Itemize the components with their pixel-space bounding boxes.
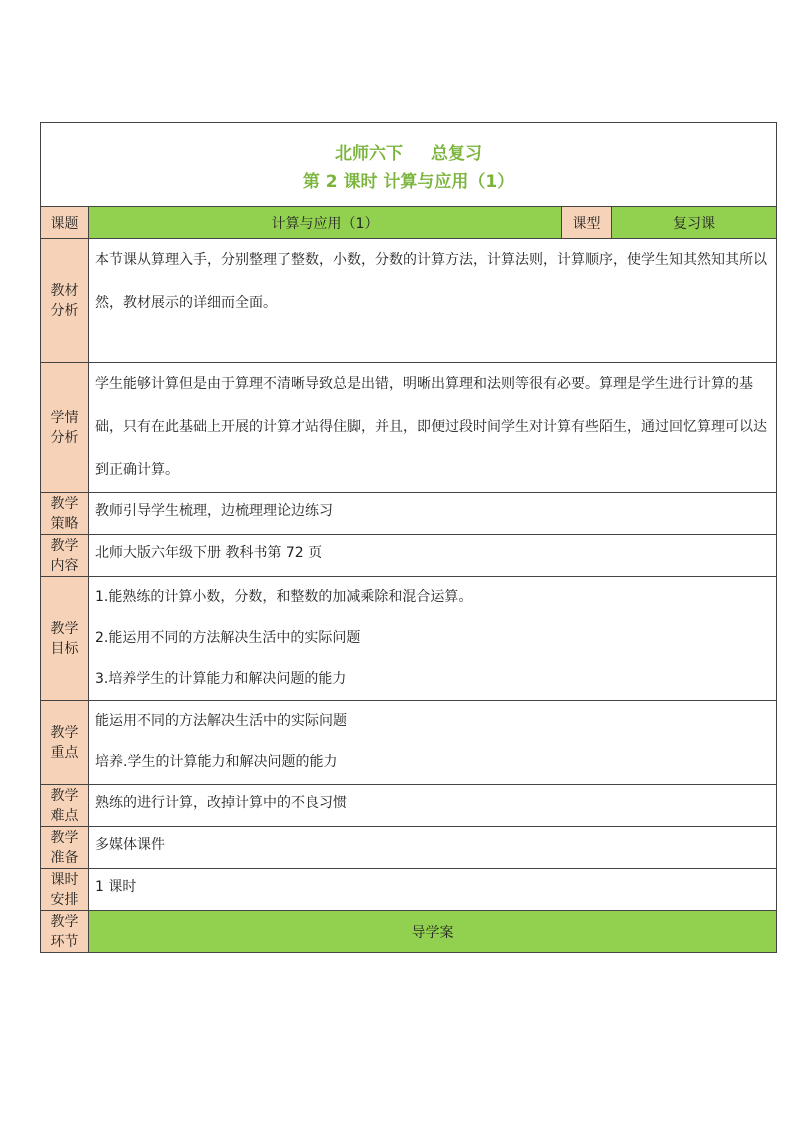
objectives-row — [41, 577, 777, 701]
row-label-schedule: 课时 安排 — [41, 869, 89, 911]
row-label-key-points: 教学 重点 — [41, 701, 89, 785]
student-text: 学生能够计算但是由于算理不清晰导致总是出错，明晰出算理和法则等很有必要。算理是学生进行计算的基础，只有在此基础上开展的计算才站得住脚，并且，即便过段时间学生对计算有些陌生，通过回忆算理可以达到正确计算。 — [89, 363, 777, 493]
key-point-item: 能运用不同的方法解决生活中的实际问题 — [95, 713, 347, 729]
material-text: 本节课从算理入手，分别整理了整数，小数，分数的计算方法，计算法则，计算顺序，使学生知其然知其所以然，教材展示的详细而全面。 — [89, 239, 777, 363]
row-label-student: 学情 分析 — [41, 363, 89, 493]
key-point-item: 培养.学生的计算能力和解决问题的能力 — [95, 754, 338, 770]
type-label: 课型 — [562, 207, 612, 239]
key-points-list — [89, 701, 777, 785]
objective-item: 3.培养学生的计算能力和解决问题的能力 — [95, 671, 347, 687]
process-text: 导学案 — [89, 911, 777, 953]
title-line-1 — [41, 140, 776, 168]
objective-item: 2.能运用不同的方法解决生活中的实际问题 — [95, 630, 361, 646]
student-row — [41, 363, 777, 493]
title-cell — [41, 123, 777, 207]
type-value: 复习课 — [612, 207, 777, 239]
objective-item: 1.能熟练的计算小数，分数，和整数的加减乘除和混合运算。 — [95, 589, 473, 605]
preparation-text: 多媒体课件 — [89, 827, 777, 869]
content-text: 北师大版六年级下册 教科书第 72 页 — [89, 535, 777, 577]
title-row — [41, 123, 777, 207]
topic-value: 计算与应用（1） — [89, 207, 562, 239]
row-label-content: 教学 内容 — [41, 535, 89, 577]
strategy-row — [41, 493, 777, 535]
difficulty-text: 熟练的进行计算，改掉计算中的不良习惯 — [89, 785, 777, 827]
difficulty-row — [41, 785, 777, 827]
row-label-process: 教学 环节 — [41, 911, 89, 953]
schedule-row — [41, 869, 777, 911]
row-label-difficulty: 教学 难点 — [41, 785, 89, 827]
key-points-row — [41, 701, 777, 785]
topic-label: 课题 — [41, 207, 89, 239]
title-lesson: 第 2 课时 计算与应用（1） — [302, 171, 515, 192]
lesson-plan-table — [40, 122, 777, 953]
topic-row — [41, 207, 777, 239]
row-label-objectives: 教学 目标 — [41, 577, 89, 701]
schedule-text: 1 课时 — [89, 869, 777, 911]
lesson-plan-sheet — [40, 122, 776, 953]
row-label-material: 教材 分析 — [41, 239, 89, 363]
row-label-strategy: 教学 策略 — [41, 493, 89, 535]
preparation-row — [41, 827, 777, 869]
row-label-preparation: 教学 准备 — [41, 827, 89, 869]
objectives-list — [89, 577, 777, 701]
strategy-text: 教师引导学生梳理，边梳理理论边练习 — [89, 493, 777, 535]
title-unit: 总复习 — [431, 143, 483, 164]
content-row — [41, 535, 777, 577]
process-row — [41, 911, 777, 953]
title-grade: 北师六下 — [335, 143, 404, 164]
material-row — [41, 239, 777, 363]
